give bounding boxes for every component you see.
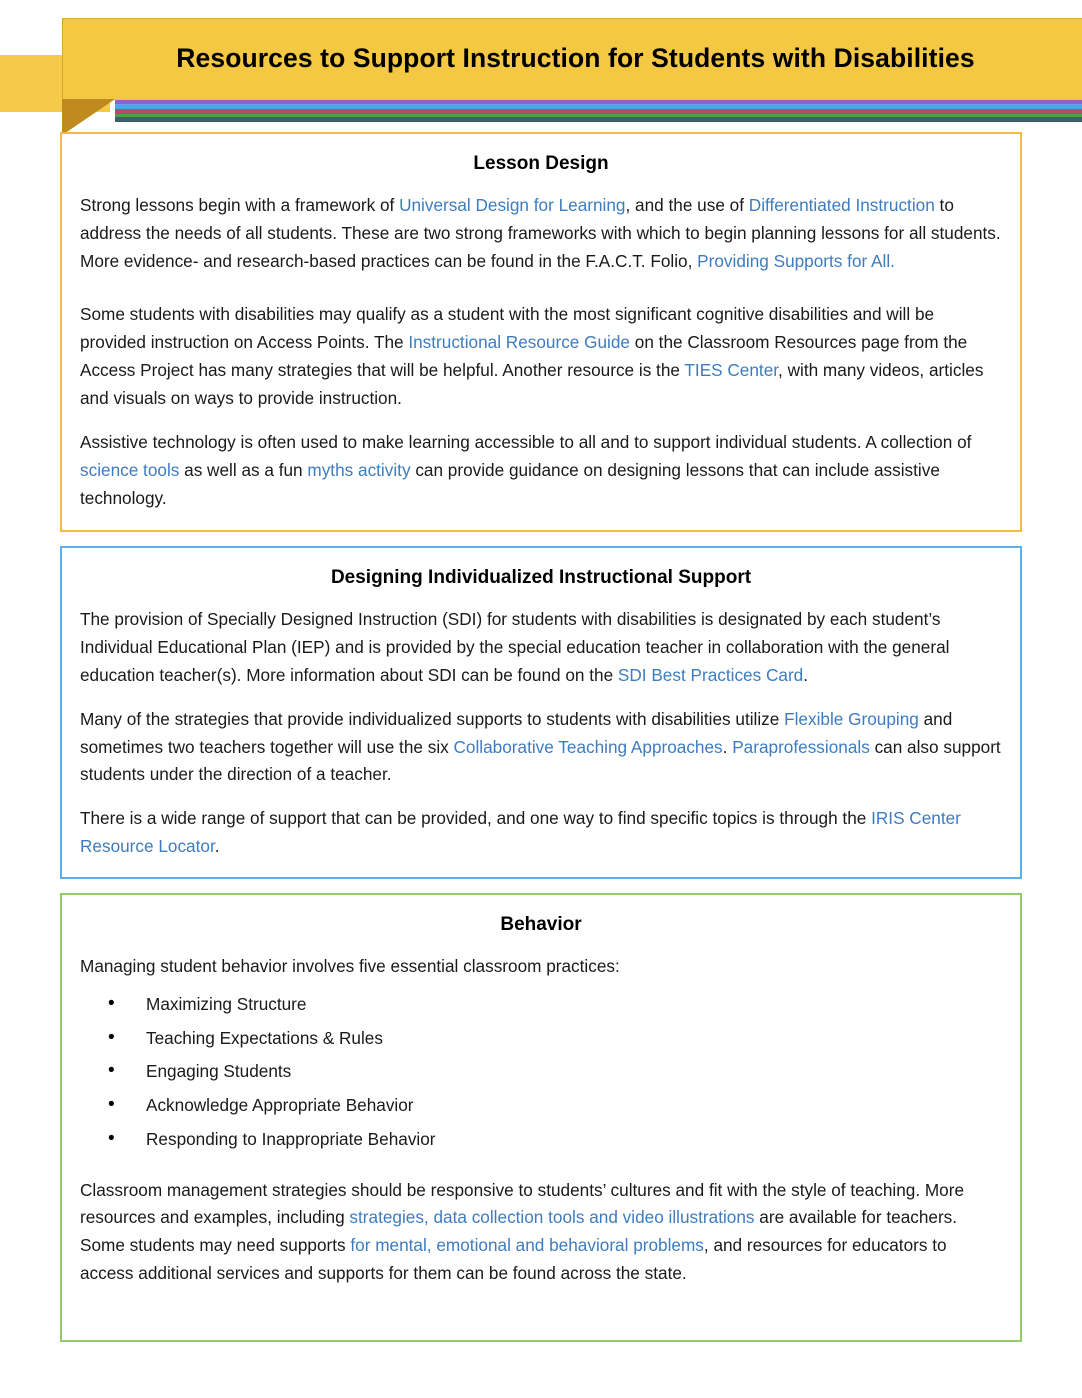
list-item: • Engaging Students (108, 1060, 1002, 1082)
inline-link[interactable]: Universal Design for Learning (399, 194, 626, 215)
paragraph-behavior-1: Classroom management strategies should be responsive to students’ cultures and fit with the style of teaching. More resources and examples, including strategies, data collection tools and video illustrations are available for teachers. Some students may need supports for mental, emotional and behavioral problems, and resources for educators to access additional services and supports for them can be found across the state. (80, 1179, 965, 1284)
paragraph-individualized-3: There is a wide range of support that can be provided, and one way to find specific topics is through the IRIS Center Resource Locator. (80, 808, 961, 857)
inline-link[interactable]: Flexible Grouping (784, 708, 919, 729)
inline-link[interactable]: TIES Center (684, 360, 779, 381)
inline-link[interactable]: SDI Best Practices Card (617, 664, 804, 685)
inline-link[interactable]: IRIS Center Resource Locator (80, 808, 961, 857)
section-lesson-design (60, 132, 1022, 532)
banner-fold-triangle-icon (62, 99, 115, 135)
banner-color-stripes (115, 99, 1082, 122)
inline-link[interactable]: Providing Supports for All. (697, 250, 895, 271)
list-item: • Responding to Inappropriate Behavior (108, 1128, 1002, 1150)
list-item: • Acknowledge Appropriate Behavior (108, 1094, 1002, 1116)
paragraph-lesson-design-1: Strong lessons begin with a framework of Universal Design for Learning, and the use of Differentiated Instruction to address the needs of all students. These are two strong frameworks with which to begin planning lessons for all students. More evidence- and research-based practices can be found in the F.A.C.T. Folio, Providing Supports for All. (80, 194, 1001, 271)
paragraph-lesson-design-3: Assistive technology is often used to make learning accessible to all and to support individual students. A collection of science tools as well as a fun myths activity can provide guidance on designing lessons that can include assistive technology. (80, 431, 972, 508)
page-title: Resources to Support Instruction for Students with Disabilities (176, 43, 975, 74)
inline-link[interactable]: science tools (80, 459, 180, 480)
stripe-slate (115, 117, 1082, 122)
page-header-banner (0, 0, 1082, 132)
section-heading-designing-individualized-instructional-support: Designing Individualized Instructional Support (330, 567, 752, 589)
inline-link[interactable]: for mental, emotional and behavioral problems (350, 1235, 704, 1256)
list-item: • Teaching Expectations & Rules (108, 1027, 1002, 1049)
banner-title-plate (62, 18, 1082, 99)
section-heading-lesson-design: Lesson Design (473, 153, 609, 174)
paragraph-lesson-design-2: Some students with disabilities may qualify as a student with the most significant cognitive disabilities and will be provided instruction on Access Points. The Instructional Resource Guide on the Classroom Resources page from the Access Project has many strategies that will be helpful. Another resource is the TIES Center, with many videos, articles and visuals on ways to provide instruction. (80, 304, 984, 408)
page-body (0, 132, 1082, 1342)
inline-link[interactable]: Paraprofessionals (732, 736, 870, 757)
paragraph-individualized-1: The provision of Specially Designed Instruction (SDI) for students with disabilities is designated by each student’s Individual Educational Plan (IEP) and is provided by the special education teacher in collaboration with the general education teacher(s). More information about SDI can be found on the SDI Best Practices Card. (80, 609, 950, 685)
inline-link[interactable]: Differentiated Instruction (748, 194, 935, 215)
inline-link[interactable]: Instructional Resource Guide (408, 332, 630, 353)
behavior-lead-text: Managing student behavior involves five essential classroom practices: (80, 955, 620, 976)
inline-link[interactable]: strategies, data collection tools and video illustrations (349, 1207, 755, 1228)
section-behavior (60, 893, 1022, 1342)
section-heading-behavior: Behavior (500, 914, 582, 936)
inline-link[interactable]: myths activity (307, 459, 411, 480)
behavior-practices-list (80, 993, 1002, 1151)
section-designing-individualized-instructional-support (60, 546, 1022, 879)
paragraph-individualized-2: Many of the strategies that provide individualized supports to students with disabilities utilize Flexible Grouping and sometimes two teachers together will use the six Collaborative Teaching Approaches. Paraprofessionals can also support students under the direction of a teacher. (80, 708, 1001, 785)
inline-link[interactable]: Collaborative Teaching Approaches (453, 736, 723, 757)
list-item: • Maximizing Structure (108, 993, 1002, 1015)
